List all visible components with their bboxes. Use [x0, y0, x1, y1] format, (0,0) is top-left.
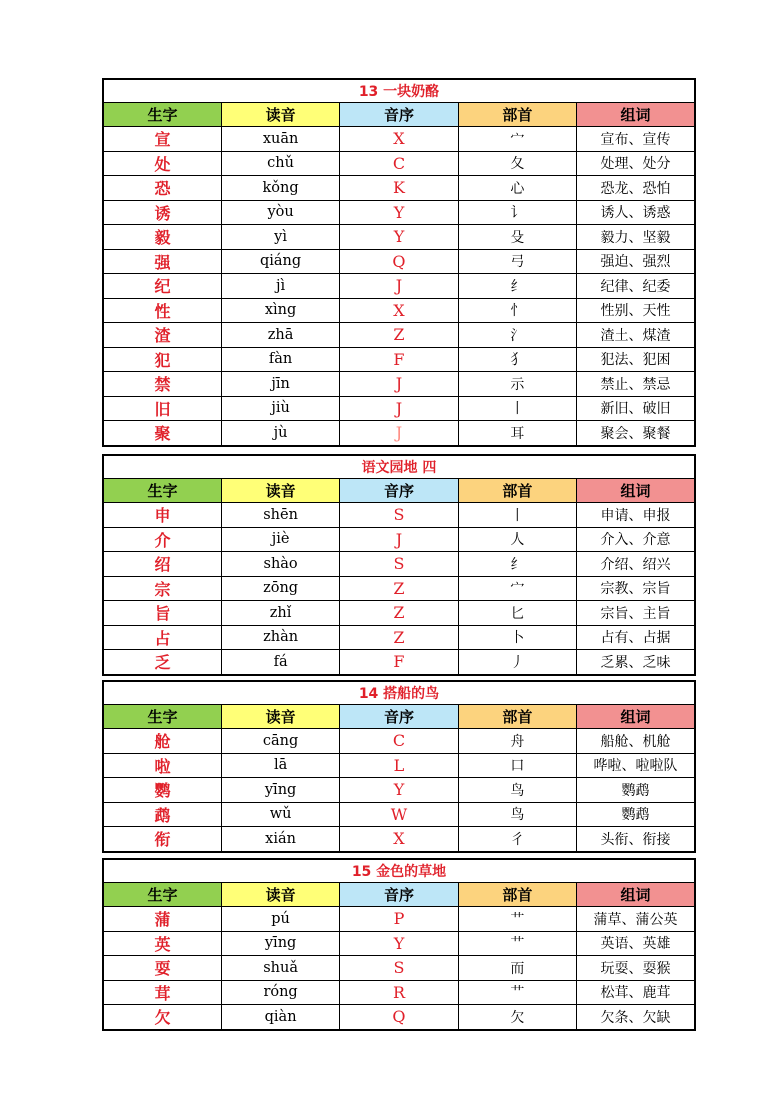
cell-char: 恐: [103, 176, 221, 201]
cell-words: 欠条、欠缺: [577, 1005, 695, 1030]
cell-char: 宣: [103, 127, 221, 152]
cell-char: 处: [103, 151, 221, 176]
cell-pinyin: zhàn: [221, 625, 339, 650]
cell-radical: 艹: [458, 980, 576, 1005]
table-row: [103, 225, 695, 250]
table-row: [103, 421, 695, 446]
cell-radical: 而: [458, 956, 576, 981]
cell-words: 性别、天性: [577, 298, 695, 323]
cell-pinyin: róng: [221, 980, 339, 1005]
cell-radical: 弓: [458, 249, 576, 274]
cell-order: Y: [340, 200, 458, 225]
vocab-table: [102, 454, 696, 676]
cell-radical: 纟: [458, 274, 576, 299]
cell-words: 英语、英雄: [577, 931, 695, 956]
cell-char: 旨: [103, 601, 221, 626]
cell-char: 强: [103, 249, 221, 274]
cell-order: R: [340, 980, 458, 1005]
cell-radical: 讠: [458, 200, 576, 225]
cell-order: P: [340, 907, 458, 932]
header-order: 音序: [340, 103, 458, 127]
cell-pinyin: jiè: [221, 527, 339, 552]
section-table: [102, 454, 696, 676]
cell-words: 禁止、禁忌: [577, 372, 695, 397]
cell-words: 申请、申报: [577, 503, 695, 528]
cell-order: Z: [340, 601, 458, 626]
table-row: [103, 151, 695, 176]
cell-radical: 欠: [458, 1005, 576, 1030]
cell-char: 纪: [103, 274, 221, 299]
section-title: 13 一块奶酪: [103, 79, 695, 103]
cell-char: 旧: [103, 396, 221, 421]
cell-char: 英: [103, 931, 221, 956]
cell-char: 绍: [103, 552, 221, 577]
cell-words: 介绍、绍兴: [577, 552, 695, 577]
cell-pinyin: jiù: [221, 396, 339, 421]
cell-pinyin: kǒng: [221, 176, 339, 201]
cell-pinyin: fàn: [221, 347, 339, 372]
table-row: [103, 980, 695, 1005]
cell-words: 新旧、破旧: [577, 396, 695, 421]
cell-pinyin: yì: [221, 225, 339, 250]
cell-order: J: [340, 527, 458, 552]
cell-order: J: [340, 274, 458, 299]
cell-words: 哗啦、啦啦队: [577, 753, 695, 778]
cell-radical: 纟: [458, 552, 576, 577]
cell-char: 鹦: [103, 778, 221, 803]
cell-pinyin: qiáng: [221, 249, 339, 274]
cell-pinyin: cāng: [221, 729, 339, 754]
cell-words: 毅力、坚毅: [577, 225, 695, 250]
cell-order: F: [340, 650, 458, 675]
cell-words: 渣土、煤渣: [577, 323, 695, 348]
section-title-row: [103, 455, 695, 479]
table-row: [103, 176, 695, 201]
cell-radical: 示: [458, 372, 576, 397]
cell-pinyin: jù: [221, 421, 339, 446]
cell-radical: 匕: [458, 601, 576, 626]
cell-pinyin: zhǐ: [221, 601, 339, 626]
header-words: 组词: [577, 479, 695, 503]
cell-char: 宗: [103, 576, 221, 601]
header-pinyin: 读音: [221, 883, 339, 907]
cell-words: 蒲草、蒲公英: [577, 907, 695, 932]
cell-words: 宗教、宗旨: [577, 576, 695, 601]
cell-radical: 卜: [458, 625, 576, 650]
header-pinyin: 读音: [221, 479, 339, 503]
cell-pinyin: yīng: [221, 778, 339, 803]
cell-order: Z: [340, 323, 458, 348]
table-row: [103, 1005, 695, 1030]
cell-words: 强迫、强烈: [577, 249, 695, 274]
cell-pinyin: xìng: [221, 298, 339, 323]
cell-words: 诱人、诱惑: [577, 200, 695, 225]
table-row: [103, 802, 695, 827]
cell-words: 船舱、机舱: [577, 729, 695, 754]
cell-order: J: [340, 396, 458, 421]
header-row: [103, 479, 695, 503]
cell-char: 欠: [103, 1005, 221, 1030]
header-row: [103, 883, 695, 907]
cell-words: 纪律、纪委: [577, 274, 695, 299]
table-row: [103, 347, 695, 372]
cell-radical: 舟: [458, 729, 576, 754]
cell-pinyin: chǔ: [221, 151, 339, 176]
cell-order: W: [340, 802, 458, 827]
section-table: [102, 680, 696, 853]
table-row: [103, 729, 695, 754]
cell-char: 聚: [103, 421, 221, 446]
table-row: [103, 650, 695, 675]
cell-order: S: [340, 956, 458, 981]
section-table: [102, 858, 696, 1031]
cell-char: 介: [103, 527, 221, 552]
cell-char: 蒲: [103, 907, 221, 932]
header-order: 音序: [340, 705, 458, 729]
cell-order: Q: [340, 249, 458, 274]
header-radical: 部首: [458, 705, 576, 729]
cell-radical: 心: [458, 176, 576, 201]
cell-order: Q: [340, 1005, 458, 1030]
cell-order: J: [340, 372, 458, 397]
cell-char: 申: [103, 503, 221, 528]
cell-char: 诱: [103, 200, 221, 225]
header-char: 生字: [103, 883, 221, 907]
vocab-table: [102, 858, 696, 1031]
header-pinyin: 读音: [221, 103, 339, 127]
header-radical: 部首: [458, 883, 576, 907]
table-row: [103, 907, 695, 932]
cell-pinyin: zhā: [221, 323, 339, 348]
header-order: 音序: [340, 883, 458, 907]
table-row: [103, 200, 695, 225]
cell-char: 耍: [103, 956, 221, 981]
cell-words: 犯法、犯困: [577, 347, 695, 372]
table-row: [103, 274, 695, 299]
cell-order: C: [340, 151, 458, 176]
header-words: 组词: [577, 103, 695, 127]
table-row: [103, 931, 695, 956]
header-order: 音序: [340, 479, 458, 503]
table-row: [103, 372, 695, 397]
cell-radical: 夂: [458, 151, 576, 176]
cell-radical: 鸟: [458, 802, 576, 827]
cell-radical: 鸟: [458, 778, 576, 803]
cell-pinyin: jīn: [221, 372, 339, 397]
section-table: [102, 78, 696, 447]
cell-words: 乏累、乏味: [577, 650, 695, 675]
cell-char: 茸: [103, 980, 221, 1005]
table-row: [103, 601, 695, 626]
header-row: [103, 103, 695, 127]
cell-radical: 耳: [458, 421, 576, 446]
table-row: [103, 552, 695, 577]
table-row: [103, 827, 695, 852]
table-row: [103, 527, 695, 552]
cell-order: S: [340, 503, 458, 528]
cell-words: 聚会、聚餐: [577, 421, 695, 446]
cell-pinyin: jì: [221, 274, 339, 299]
cell-order: Z: [340, 625, 458, 650]
header-row: [103, 705, 695, 729]
cell-words: 宣布、宣传: [577, 127, 695, 152]
cell-char: 占: [103, 625, 221, 650]
table-row: [103, 576, 695, 601]
cell-char: 禁: [103, 372, 221, 397]
section-title: 15 金色的草地: [103, 859, 695, 883]
cell-char: 性: [103, 298, 221, 323]
cell-char: 渣: [103, 323, 221, 348]
cell-char: 犯: [103, 347, 221, 372]
cell-words: 处理、处分: [577, 151, 695, 176]
cell-pinyin: shēn: [221, 503, 339, 528]
vocab-table: [102, 680, 696, 853]
cell-radical: 口: [458, 753, 576, 778]
cell-char: 鹉: [103, 802, 221, 827]
cell-pinyin: pú: [221, 907, 339, 932]
cell-order: C: [340, 729, 458, 754]
cell-radical: 忄: [458, 298, 576, 323]
cell-radical: 宀: [458, 127, 576, 152]
cell-radical: 丨: [458, 503, 576, 528]
table-row: [103, 753, 695, 778]
table-row: [103, 298, 695, 323]
cell-pinyin: lā: [221, 753, 339, 778]
cell-order: J: [340, 421, 458, 446]
cell-radical: 氵: [458, 323, 576, 348]
cell-words: 鹦鹉: [577, 802, 695, 827]
header-words: 组词: [577, 705, 695, 729]
cell-pinyin: yīng: [221, 931, 339, 956]
cell-pinyin: fá: [221, 650, 339, 675]
cell-pinyin: xuān: [221, 127, 339, 152]
cell-words: 头衔、衔接: [577, 827, 695, 852]
cell-pinyin: qiàn: [221, 1005, 339, 1030]
cell-char: 毅: [103, 225, 221, 250]
header-char: 生字: [103, 103, 221, 127]
table-row: [103, 778, 695, 803]
section-title: 语文园地 四: [103, 455, 695, 479]
cell-pinyin: xián: [221, 827, 339, 852]
table-row: [103, 249, 695, 274]
cell-words: 鹦鹉: [577, 778, 695, 803]
cell-order: X: [340, 127, 458, 152]
cell-char: 啦: [103, 753, 221, 778]
cell-words: 介入、介意: [577, 527, 695, 552]
header-char: 生字: [103, 479, 221, 503]
table-row: [103, 396, 695, 421]
cell-order: Y: [340, 931, 458, 956]
cell-pinyin: zōng: [221, 576, 339, 601]
cell-order: X: [340, 827, 458, 852]
header-pinyin: 读音: [221, 705, 339, 729]
header-radical: 部首: [458, 103, 576, 127]
cell-radical: 艹: [458, 907, 576, 932]
cell-pinyin: wǔ: [221, 802, 339, 827]
table-row: [103, 956, 695, 981]
cell-radical: 犭: [458, 347, 576, 372]
section-title: 14 搭船的鸟: [103, 681, 695, 705]
vocab-table: [102, 78, 696, 447]
cell-order: X: [340, 298, 458, 323]
header-radical: 部首: [458, 479, 576, 503]
cell-radical: 宀: [458, 576, 576, 601]
cell-char: 衔: [103, 827, 221, 852]
cell-radical: 人: [458, 527, 576, 552]
cell-pinyin: yòu: [221, 200, 339, 225]
cell-order: K: [340, 176, 458, 201]
cell-char: 乏: [103, 650, 221, 675]
cell-order: Y: [340, 778, 458, 803]
header-char: 生字: [103, 705, 221, 729]
cell-words: 松茸、鹿茸: [577, 980, 695, 1005]
cell-radical: 殳: [458, 225, 576, 250]
table-row: [103, 323, 695, 348]
cell-words: 恐龙、恐怕: [577, 176, 695, 201]
cell-order: L: [340, 753, 458, 778]
header-words: 组词: [577, 883, 695, 907]
table-row: [103, 127, 695, 152]
cell-radical: 艹: [458, 931, 576, 956]
cell-order: S: [340, 552, 458, 577]
cell-order: Z: [340, 576, 458, 601]
cell-char: 舱: [103, 729, 221, 754]
cell-words: 宗旨、主旨: [577, 601, 695, 626]
table-row: [103, 625, 695, 650]
cell-order: Y: [340, 225, 458, 250]
cell-words: 占有、占据: [577, 625, 695, 650]
cell-words: 玩耍、耍猴: [577, 956, 695, 981]
cell-radical: 彳: [458, 827, 576, 852]
cell-pinyin: shuǎ: [221, 956, 339, 981]
section-title-row: [103, 859, 695, 883]
cell-radical: 丿: [458, 650, 576, 675]
cell-pinyin: shào: [221, 552, 339, 577]
table-row: [103, 503, 695, 528]
section-title-row: [103, 79, 695, 103]
section-title-row: [103, 681, 695, 705]
cell-order: F: [340, 347, 458, 372]
cell-radical: 丨: [458, 396, 576, 421]
